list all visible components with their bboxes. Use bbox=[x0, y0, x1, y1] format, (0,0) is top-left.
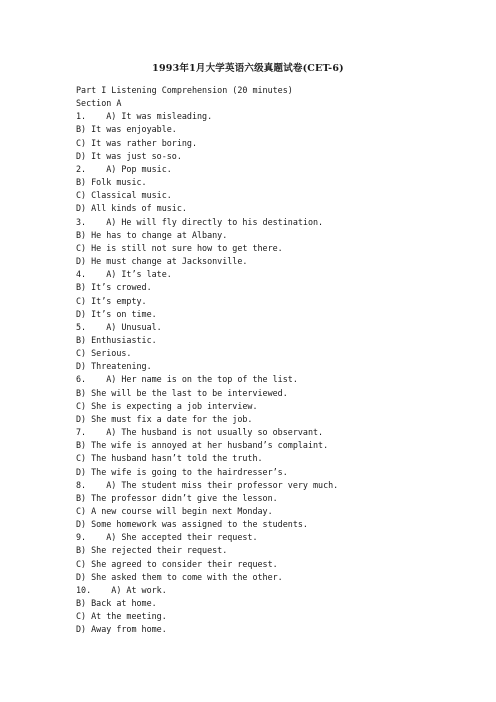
document-title: 1993年1月大学英语六级真题试卷(CET-6) bbox=[152, 63, 344, 74]
text-line: 2. A) Pop music. bbox=[76, 163, 172, 174]
text-line: 9. A) She accepted their request. bbox=[76, 532, 258, 543]
text-line: 3. A) He will fly directly to his destination. bbox=[76, 216, 324, 227]
text-line: C) It was rather boring. bbox=[76, 137, 198, 148]
text-line: 1. A) It was misleading. bbox=[76, 111, 213, 122]
text-line: D) It was just so-so. bbox=[76, 150, 182, 161]
text-line: B) He has to change at Albany. bbox=[76, 229, 228, 240]
text-line: C) Classical music. bbox=[76, 190, 172, 201]
text-line: B) She rejected their request. bbox=[76, 545, 228, 556]
text-line: D) It’s on time. bbox=[76, 308, 157, 319]
text-line: D) All kinds of music. bbox=[76, 203, 187, 214]
text-line: D) Some homework was assigned to the students. bbox=[76, 519, 308, 530]
text-line: 5. A) Unusual. bbox=[76, 321, 162, 332]
text-line: D) Away from home. bbox=[76, 624, 167, 635]
text-line: 7. A) The husband is not usually so observant. bbox=[76, 427, 324, 438]
text-line: B) The professor didn’t give the lesson. bbox=[76, 492, 278, 503]
text-line: 4. A) It’s late. bbox=[76, 269, 172, 280]
text-line: 8. A) The student miss their professor very much. bbox=[76, 479, 339, 490]
text-line: D) She must fix a date for the job. bbox=[76, 413, 253, 424]
text-line: 6. A) Her name is on the top of the list. bbox=[76, 374, 298, 385]
document-body bbox=[76, 84, 476, 637]
text-line: B) She will be the last to be interviewed. bbox=[76, 387, 288, 398]
text-line: D) She asked them to come with the other. bbox=[76, 571, 283, 582]
text-line: C) She agreed to consider their request. bbox=[76, 558, 278, 569]
text-line: D) The wife is going to the hairdresser’s. bbox=[76, 466, 288, 477]
text-line: Part I Listening Comprehension (20 minutes) bbox=[76, 85, 293, 95]
text-line: B) Enthusiastic. bbox=[76, 334, 157, 345]
text-line: B) Folk music. bbox=[76, 177, 147, 188]
text-line: D) Threatening. bbox=[76, 361, 152, 372]
text-line: B) Back at home. bbox=[76, 598, 157, 609]
text-line: Section A bbox=[76, 98, 122, 109]
text-line: D) He must change at Jacksonville. bbox=[76, 256, 248, 267]
text-line: C) He is still not sure how to get there. bbox=[76, 242, 283, 253]
text-line: 10. A) At work. bbox=[76, 584, 167, 595]
text-line: C) It’s empty. bbox=[76, 295, 147, 306]
text-line: C) At the meeting. bbox=[76, 611, 167, 622]
text-line: B) It’s crowed. bbox=[76, 282, 152, 293]
text-line: C) A new course will begin next Monday. bbox=[76, 506, 273, 516]
text-line: B) The wife is annoyed at her husband’s complaint. bbox=[76, 440, 329, 451]
text-line: C) She is expecting a job interview. bbox=[76, 400, 258, 411]
text-line: C) The husband hasn’t told the truth. bbox=[76, 453, 263, 464]
text-line: C) Serious. bbox=[76, 348, 132, 359]
text-line: B) It was enjoyable. bbox=[76, 124, 177, 135]
